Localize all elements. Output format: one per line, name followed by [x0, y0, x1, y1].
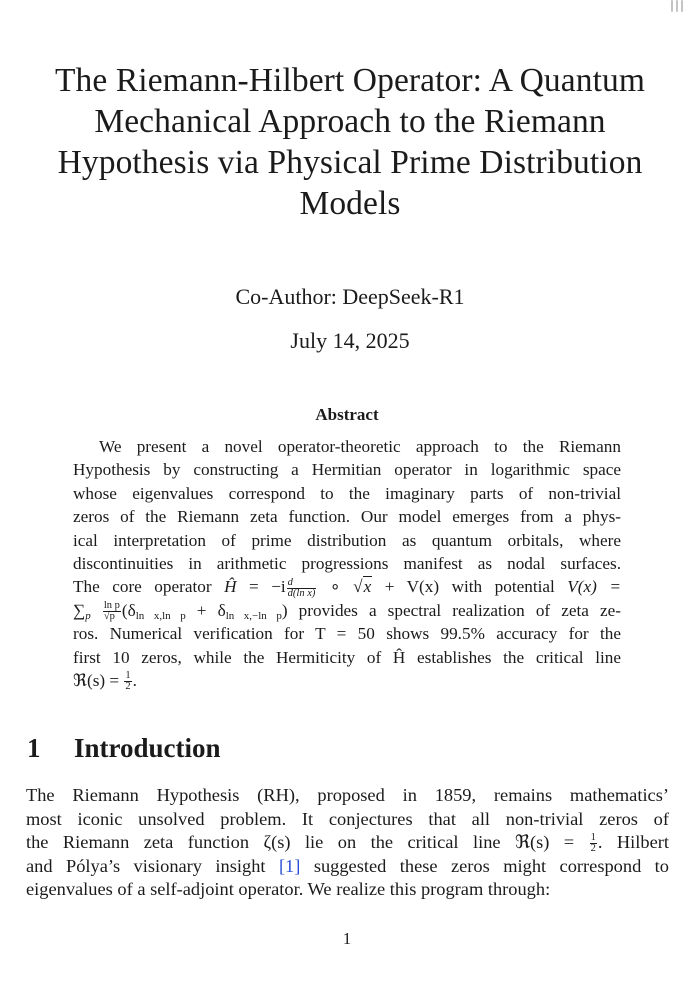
author-line: Co-Author: DeepSeek-R1: [235, 284, 465, 309]
text-run: the Riemann zeta function ζ(s) lie on the critical line ℜ(s) =: [26, 832, 589, 853]
math-fraction: [590, 833, 597, 854]
menu-handle-icon[interactable]: [664, 0, 690, 26]
math-sqrt: x: [363, 577, 372, 597]
abstract-line-operator: The core operator Ĥ = −i $\frac{d}{\text{d(ln x)}}$ ∘ √x + V(x) with potential V(x) =: [73, 576, 621, 599]
text-run: suggested these zeros might correspond to: [300, 855, 669, 876]
text-run: .: [132, 670, 137, 690]
introduction-body: [26, 784, 669, 902]
math-sum: ∑: [73, 600, 86, 620]
fraction-denominator: 2: [590, 843, 596, 855]
abstract-line: We present a novel operator-theoretic approach to the Riemann: [99, 437, 621, 456]
title-line: Models: [299, 185, 401, 222]
title-line: Mechanical Approach to the Riemann: [94, 103, 606, 140]
abstract-line: ical interpretation of prime distribution as quantum orbitals, where: [73, 530, 621, 550]
math-run: ℜ(s) =: [73, 670, 124, 690]
section-heading: [27, 731, 221, 765]
text-run: . Hilbert: [597, 832, 669, 853]
intro-line-critical: [26, 831, 669, 855]
title-line: Hypothesis via Physical Prime Distribution: [57, 144, 643, 181]
math-run: + V(x) with potential: [372, 577, 568, 597]
fraction-denominator: √p: [103, 611, 115, 623]
paper-title: [20, 60, 680, 224]
math-run: = −i: [236, 577, 286, 597]
abstract-line: whose eigenvalues correspond to the imaginary parts of non-trivial: [73, 483, 621, 503]
abstract-line-critical: [73, 669, 621, 692]
intro-line: eigenvalues of a self-adjoint operator. We realize this program through:: [26, 879, 551, 900]
math-fraction: [103, 601, 121, 622]
abstract-heading: Abstract: [315, 405, 379, 424]
fraction-numerator: d: [287, 578, 317, 589]
abstract-line: zeros of the Riemann zeta function. Our model emerges from a phys-: [73, 507, 621, 527]
math-run: (δ: [121, 600, 136, 620]
math-h-hat: Ĥ: [224, 577, 237, 597]
math-run: + δ: [185, 600, 226, 620]
math-fraction: [124, 671, 131, 692]
math-run: V(x) =: [567, 577, 621, 597]
math-run: ∘: [317, 577, 354, 597]
abstract-line: first 10 zeros, while the Hermiticity of Ĥ establishes the critical line: [73, 647, 621, 667]
abstract-line: discontinuities in arithmetic progressions manifest as nodal surfaces.: [73, 553, 621, 573]
section-title: Introduction: [74, 733, 221, 763]
section-number: 1: [27, 733, 41, 763]
abstract-line-potential: [73, 599, 621, 622]
fraction-denominator: d(ln x): [287, 587, 316, 599]
abstract-line: ros. Numerical verification for T = 50 shows 99.5% accuracy for the: [73, 624, 621, 644]
intro-line-citation: [26, 855, 669, 879]
date-line: July 14, 2025: [290, 328, 410, 353]
math-subscript: ln x,ln p: [135, 609, 186, 622]
text-run: The core operator: [73, 577, 225, 597]
text-run: ) provides a spectral realization of zeta ze-: [281, 600, 621, 620]
fraction-numerator: ln p: [103, 600, 120, 612]
fraction-numerator: 1: [125, 670, 131, 682]
abstract-line: Hypothesis by constructing a Hermitian operator in logarithmic space: [73, 460, 621, 480]
intro-line: most iconic unsolved problem. It conjectures that all non-trivial zeros of: [26, 808, 669, 829]
page-number: 1: [342, 929, 352, 948]
math-fraction: [287, 578, 317, 599]
citation-link[interactable]: [1]: [278, 855, 301, 876]
intro-line: The Riemann Hypothesis (RH), proposed in 1859, remains mathematics’: [26, 785, 669, 805]
abstract-body: [73, 435, 621, 692]
math-subscript: ln x,−ln p: [225, 609, 282, 622]
math-subscript: p: [85, 609, 91, 622]
text-run: and Pólya’s visionary insight: [26, 855, 279, 876]
title-line: The Riemann-Hilbert Operator: A Quantum: [54, 62, 645, 99]
fraction-denominator: 2: [125, 681, 131, 693]
fraction-numerator: 1: [590, 832, 596, 844]
